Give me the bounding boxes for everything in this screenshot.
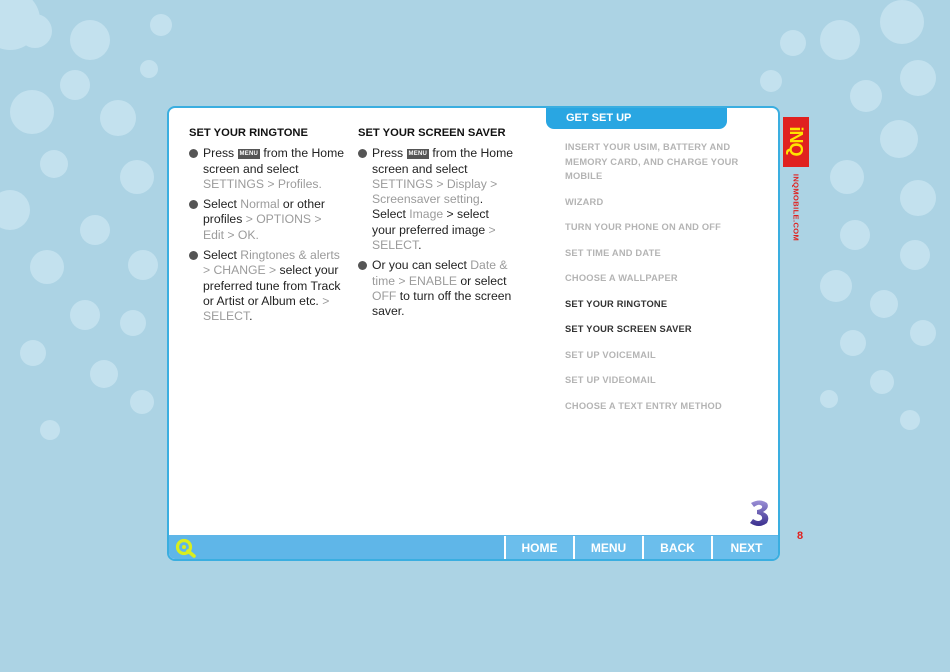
- step-text: . Select: [372, 192, 484, 222]
- three-logo-icon: [747, 498, 773, 528]
- sidebar-item-text-entry[interactable]: CHOOSE A TEXT ENTRY METHOD: [565, 400, 722, 411]
- sidebar-nav: [565, 140, 765, 424]
- section-tab-get-set-up[interactable]: GET SET UP: [546, 108, 727, 129]
- footer-bar: [169, 535, 778, 561]
- sidebar-item-insert-usim[interactable]: INSERT YOUR USIM, BATTERY AND MEMORY CARD, AND CHARGE YOUR MOBILE: [565, 142, 739, 181]
- step-path: Image: [409, 207, 444, 222]
- sidebar-item-time-date[interactable]: SET TIME AND DATE: [565, 247, 661, 258]
- ringtone-step-2: [189, 197, 344, 243]
- step-path: OFF: [372, 288, 397, 303]
- step-path: SETTINGS > Profiles.: [203, 176, 322, 191]
- step-text: .: [249, 309, 253, 324]
- step-text: Select: [203, 197, 241, 212]
- menu-key-icon: MENU: [408, 151, 428, 158]
- step-text: or select: [457, 273, 507, 288]
- screensaver-step-2: [358, 258, 513, 319]
- page-number: 8: [797, 530, 804, 542]
- content-card: [167, 106, 780, 561]
- inq-logo-text: iNQ: [786, 126, 806, 156]
- step-path: Date & time > ENABLE: [372, 258, 508, 288]
- ringtone-step-3: [189, 248, 344, 324]
- home-button[interactable]: HOME: [504, 536, 573, 561]
- screensaver-title: SET YOUR SCREEN SAVER: [358, 127, 506, 139]
- step-path: > SELECT: [372, 222, 496, 253]
- step-path: Ringtones & alerts > CHANGE >: [203, 248, 340, 278]
- sidebar-item-phone-on-off[interactable]: TURN YOUR PHONE ON AND OFF: [565, 222, 722, 232]
- site-url: INQMOBILE.COM: [791, 173, 801, 242]
- sidebar-item-screen-saver[interactable]: SET YOUR SCREEN SAVER: [565, 324, 692, 334]
- step-text: Press: [372, 146, 407, 161]
- step-text: Press: [203, 146, 238, 161]
- sidebar-item-videomail[interactable]: SET UP VIDEOMAIL: [565, 375, 656, 385]
- screensaver-step-1: [358, 146, 513, 253]
- step-text: Or you can select: [372, 258, 471, 273]
- step-text: .: [418, 238, 422, 253]
- bullet-icon: [358, 149, 367, 158]
- search-q-icon[interactable]: [175, 538, 197, 558]
- bullet-icon: [358, 261, 367, 270]
- sidebar-item-wizard[interactable]: WIZARD: [565, 196, 604, 207]
- step-text: from the Home screen and select: [203, 146, 345, 176]
- step-path: Normal: [240, 197, 280, 212]
- step-text: from the Home screen and select: [372, 146, 514, 176]
- back-button[interactable]: BACK: [642, 536, 711, 561]
- step-text: select your preferred tune from Track or Artist or Album etc.: [203, 263, 341, 308]
- next-button[interactable]: NEXT: [711, 536, 780, 561]
- sidebar-item-wallpaper[interactable]: CHOOSE A WALLPAPER: [565, 273, 678, 283]
- sidebar-item-ringtone[interactable]: SET YOUR RINGTONE: [565, 298, 668, 309]
- step-text: to turn off the screen saver.: [372, 288, 512, 319]
- menu-button[interactable]: MENU: [573, 536, 642, 561]
- step-text: > select your preferred image: [372, 207, 489, 237]
- menu-key-icon: MENU: [239, 151, 259, 158]
- ringtone-title: SET YOUR RINGTONE: [189, 127, 308, 139]
- step-path: SETTINGS > Display > Screensaver setting: [372, 176, 498, 207]
- bullet-icon: [189, 251, 198, 260]
- screensaver-section: [358, 126, 513, 325]
- ringtone-step-1: [189, 146, 344, 192]
- bullet-icon: [189, 149, 198, 158]
- step-text: or other profiles: [203, 197, 325, 227]
- ringtone-section: [189, 126, 344, 330]
- step-path: > OPTIONS > Edit > OK.: [203, 212, 322, 242]
- step-text: Select: [203, 248, 241, 263]
- bullet-icon: [189, 200, 198, 209]
- sidebar-item-voicemail[interactable]: SET UP VOICEMAIL: [565, 349, 656, 360]
- step-path: > SELECT: [203, 293, 330, 324]
